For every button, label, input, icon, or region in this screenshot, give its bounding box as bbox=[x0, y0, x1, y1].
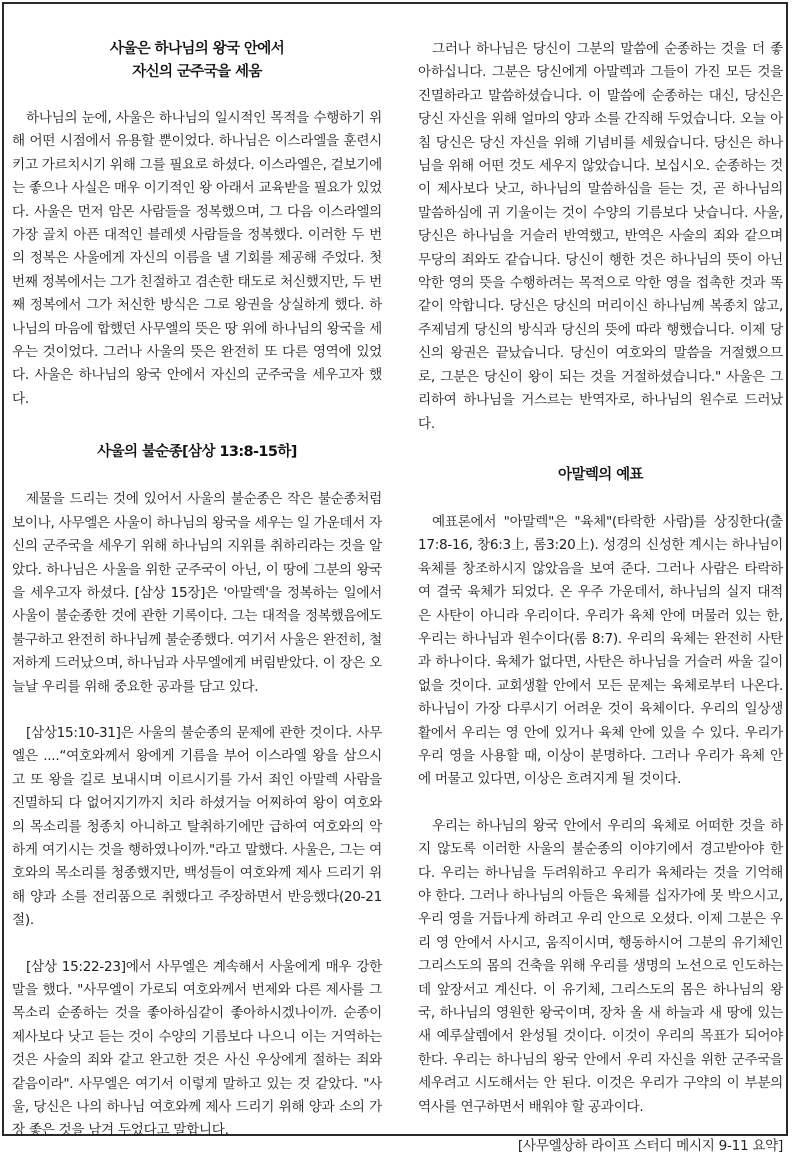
section-title-amalek-type: 아말렉의 예표 bbox=[558, 466, 643, 483]
paragraph-warning: 우리는 하나님의 왕국 안에서 우리의 육체로 어떠한 것을 하지 않도록 이러한 사울의 불순종의 이야기에서 경고받아야 한다. 우리는 하나님을 두려워하고 우리가 육체라는 것을 기억해야 한다. 그러나 하나님의 아들은 육체를 십자가에 못 박으시고, 우리 영을 거듭나게 하려고 우리 안으로 오셨다. 이제 그분은 우리 영 안에서 사시고, 움직이시며, 행동하시어 그분의 유기체인 그리스도의 몸의 건축을 위해 우리를 생명의 노선으로 인도하는 데 앞장서고 계신다. 이 유기체, 그리스도의 몸은 하나님의 왕국, 하나님의 영원한 왕국이며, 장차 올 새 하늘과 새 땅에 있는 새 예루살렘에서 완성될 것이다. 이것이 우리의 목표가 되어야 한다. 우리는 하나님의 왕국 안에서 우리 자신을 위한 군주국을 세우려고 시도해서는 안 된다. 이것은 우리가 구약의 이 부분의 역사를 연구하면서 배워야 할 공과이다. bbox=[418, 817, 783, 1115]
article-title-line1: 사울은 하나님의 왕국 안에서 bbox=[109, 41, 285, 57]
paragraph-disobedience: 제물을 드리는 것에 있어서 사울의 불순종은 작은 불순종처럼 보이나, 사무엘은 사울이 하나님의 왕국을 세우는 일 가운데서 자신의 군주국을 세우기 위해 하나님의 지위를 취하리라는 것을 알았다. 하나님은 사울을 위한 군주국이 아닌, 이 땅에 그분의 왕국을 세우고자 하셨다. [삼상 15장]은 '아말렉'을 정복하는 일에서 사울이 불순종한 것에 관한 기록이다. 그는 대적을 정복했음에도 불구하고 완전히 하나님께 불순종했다. 여기서 사울은 완전히, 철저하게 드러났으며, 하나님과 사무엘에게 버림받았다. 이 장은 오늘날 우리를 위해 중요한 공과를 담고 있다. bbox=[12, 491, 382, 695]
right-column bbox=[418, 4, 783, 1158]
section-title-disobedience: 사울의 불순종[삼상 13:8-15하] bbox=[97, 444, 297, 461]
source-citation: [사무엘상하 라이프 스터디 메시지 9-11 요약] bbox=[517, 1138, 783, 1155]
article-title bbox=[12, 38, 382, 84]
paragraph-obedience: 그러나 하나님은 당신이 그분의 말씀에 순종하는 것을 더 좋아하십니다. 그분은 당신에게 아말렉과 그들이 가진 모든 것을 진멸하라고 말씀하셨습니다. 이 말씀에 순종하는 대신, 당신은 당신 자신을 위해 얼마의 양과 소를 간직해 두었습니다. 오늘 아침 당신은 당신 자신을 위해 기념비를 세웠습니다. 당신은 하나님을 위해 어떤 것도 세우지 않았습니다. 보십시오. 순종하는 것이 제사보다 낫고, 하나님의 말씀하심을 듣는 것, 곧 하나님의 말씀하심에 귀 기울이는 것이 수양의 기름보다 낫습니다. 사울, 당신은 하나님을 거슬러 반역했고, 반역은 사술의 죄와 같으며 무당의 죄와도 같습니다. 당신이 행한 것은 하나님의 뜻이 아닌 악한 영의 뜻을 수행하려는 목적으로 악한 영을 접촉한 것과 똑같이 악합니다. 당신은 당신의 머리이신 하나님께 복종치 않고, 주제넘게 당신의 방식과 당신의 뜻에 따라 행했습니다. 이제 당신의 왕권은 끝났습니다. 당신이 여호와의 말씀을 거절했으므로, 그분은 당신이 왕이 되는 것을 거절하셨습니다." 사울은 그리하여 하나님을 거스르는 반역자로, 하나님의 원수로 드러났다. bbox=[418, 41, 783, 432]
article-title-line2: 자신의 군주국을 세움 bbox=[132, 64, 262, 80]
paragraph-samuel-15-10: [삼상15:10-31]은 사울의 불순종의 문제에 관한 것이다. 사무엘은 ....“여호와께서 왕에게 기름을 부어 이스라엘 왕을 삼으시고 또 왕을 길로 보내시며 이르시기를 가서 죄인 아말렉 사람을 진멸하되 다 없어지기까지 치라 하셨거늘 어찌하여 왕이 여호와의 목소리를 청종치 아니하고 탈취하기에만 급하여 여호와의 악하게 여기시는 것을 행하였나이까."라고 말했다. 사울은, 그는 여호와의 목소리를 청종했지만, 백성들이 여호와께 제사 드리기 위해 양과 소를 전리품으로 취했다고 주장하면서 반응했다(20-21절). bbox=[12, 724, 382, 929]
document-page bbox=[2, 2, 788, 1155]
paragraph-samuel-15-22: [삼상 15:22-23]에서 사무엘은 계속해서 사울에게 매우 강한 말을 했다. "사무엘이 가로되 여호와께서 번제와 다른 제사를 그 목소리 순종하는 것을 좋아하심같이 좋아하시겠나이까. 순종이 제사보다 낫고 듣는 것이 수양의 기름보다 나으니 이는 거역하는 것은 사술의 죄와 같고 완고한 것은 사신 우상에게 절하는 죄와 같음이라". 사무엘은 여기서 이렇게 말하고 있는 것 같았다. "사울, 당신은 나의 하나님 여호와께 제사 드리기 위해 양과 소의 가장 좋은 것을 남겨 두었다고 말합니다. bbox=[12, 958, 382, 1139]
paragraph-amalek-flesh: 예표론에서 "아말렉"은 "육체"(타락한 사람)를 상징한다(출17:8-16, 창6:3上, 롬3:20上). 성경의 신성한 계시는 하나님이 육체를 창조하시지 않았음을 보여 준다. 그러나 사람은 타락하여 결국 육체가 되었다. 온 우주 가운데서, 하나님의 실지 대적은 사탄이 아니라 우리이다. 우리가 육체 안에 머물러 있는 한, 우리는 하나님과 원수이다(롬 8:7). 우리의 육체는 완전히 사탄과 하나이다. 육체가 없다면, 사탄은 하나님을 거슬러 싸울 길이 없을 것이다. 교회생활 안에서 모든 문제는 육체로부터 나온다. 하나님이 가장 다루시기 어려운 것이 육체이다. 우리의 일상생활에서 우리는 영 안에 있거나 육체 안에 있을 수 있다. 우리가 우리 영을 사용할 때, 이상이 분명하다. 그러나 우리가 육체 안에 머물고 있다면, 이상은 흐려지게 될 것이다. bbox=[418, 513, 783, 788]
left-column bbox=[12, 4, 382, 1143]
paragraph-intro: 하나님의 눈에, 사울은 하나님의 일시적인 목적을 수행하기 위해 어떤 시점에서 유용할 뿐이었다. 하나님은 이스라엘을 훈련시키고 가르치시기 위해 그를 필요로 하셨다. 이스라엘은, 겉보기에는 좋으나 사실은 매우 이기적인 왕 아래서 교육받을 필요가 있었다. 사울은 먼저 암몬 사람들을 정복했으며, 그 다음 이스라엘의 가장 골치 아픈 대적인 블레셋 사람들을 정복했다. 이러한 두 번의 정복은 사울에게 자신의 이름을 낼 기회를 제공해 주었다. 첫 번째 정복에서는 그가 친절하고 겸손한 태도로 처신했지만, 두 번째 정복에서 그가 처신한 방식은 그로 왕권을 상실하게 했다. 하나님의 마음에 합했던 사무엘의 뜻은 땅 위에 하나님의 왕국을 세우는 것이었다. 그러나 사울의 뜻은 완전히 또 다른 영역에 있었다. 사울은 하나님의 왕국 안에서 자신의 군주국을 세우고자 했다. bbox=[12, 110, 382, 407]
